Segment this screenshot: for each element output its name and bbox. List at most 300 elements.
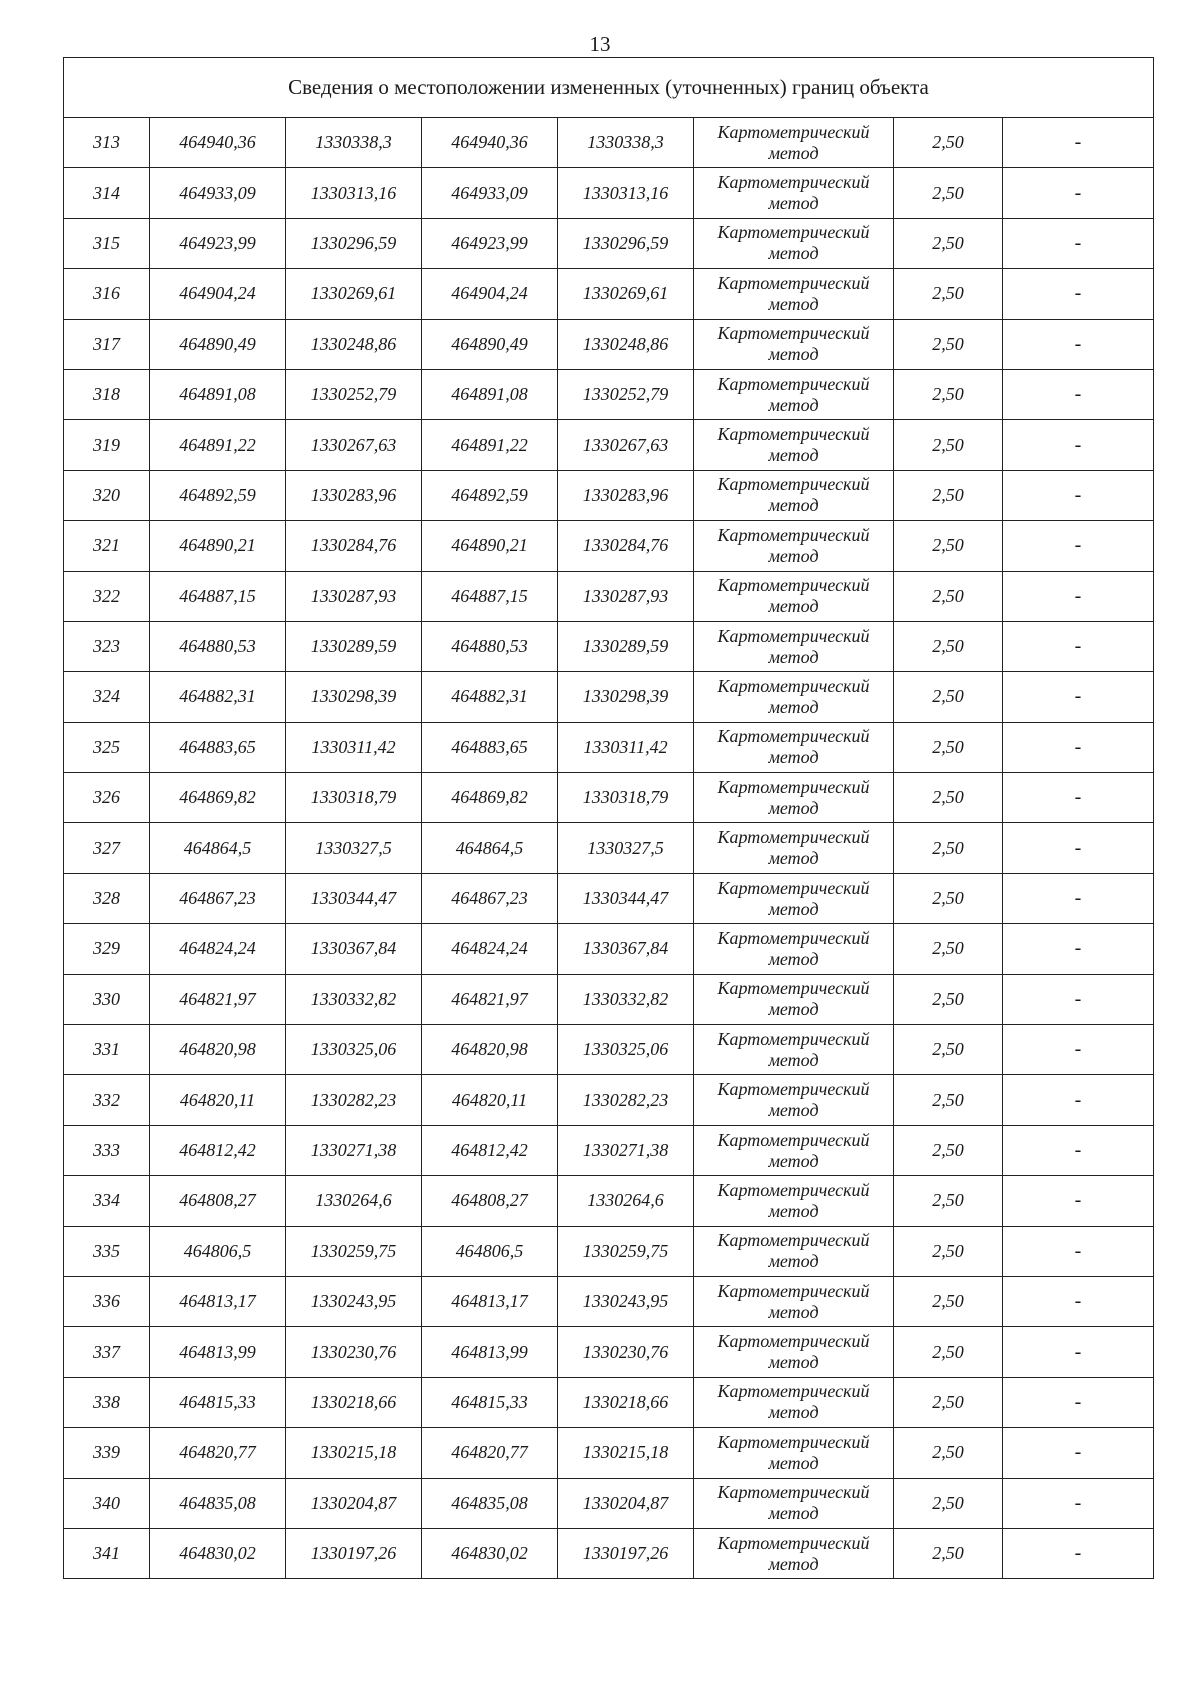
method-line-2: метод <box>768 142 819 163</box>
existing-y-cell: 1330311,42 <box>286 722 422 772</box>
refined-y-cell: 1330259,75 <box>558 1226 694 1276</box>
method-line-2: метод <box>768 848 819 869</box>
method-line-1: Картометрический <box>717 1381 870 1402</box>
accuracy-cell: 2,50 <box>894 1025 1003 1075</box>
accuracy-cell: 2,50 <box>894 823 1003 873</box>
refined-y-cell: 1330311,42 <box>558 722 694 772</box>
table-body <box>64 118 1154 1579</box>
accuracy-cell: 2,50 <box>894 420 1003 470</box>
method-line-2: метод <box>768 596 819 617</box>
method-cell <box>694 571 894 621</box>
point-number-cell: 332 <box>64 1075 150 1125</box>
refined-y-cell: 1330367,84 <box>558 924 694 974</box>
existing-y-cell: 1330325,06 <box>286 1025 422 1075</box>
method-line-1: Картометрический <box>717 776 870 797</box>
point-number-cell: 335 <box>64 1226 150 1276</box>
method-line-2: метод <box>768 1553 819 1574</box>
method-cell <box>694 168 894 218</box>
existing-x-cell: 464869,82 <box>150 773 286 823</box>
method-cell <box>694 1276 894 1326</box>
table-row <box>64 420 1154 470</box>
point-number-cell: 324 <box>64 672 150 722</box>
table-row <box>64 319 1154 369</box>
method-line-1: Картометрический <box>717 1079 870 1100</box>
table-row <box>64 722 1154 772</box>
existing-y-cell: 1330204,87 <box>286 1478 422 1528</box>
method-cell <box>694 118 894 168</box>
note-cell: - <box>1003 1226 1154 1276</box>
accuracy-cell: 2,50 <box>894 1276 1003 1326</box>
point-number-cell: 339 <box>64 1428 150 1478</box>
refined-x-cell: 464904,24 <box>422 269 558 319</box>
note-cell: - <box>1003 1125 1154 1175</box>
table-row <box>64 1075 1154 1125</box>
existing-x-cell: 464890,49 <box>150 319 286 369</box>
refined-x-cell: 464869,82 <box>422 773 558 823</box>
accuracy-cell: 2,50 <box>894 118 1003 168</box>
refined-y-cell: 1330313,16 <box>558 168 694 218</box>
table-row <box>64 1428 1154 1478</box>
method-cell <box>694 1528 894 1578</box>
existing-x-cell: 464933,09 <box>150 168 286 218</box>
method-line-2: метод <box>768 243 819 264</box>
point-number-cell: 329 <box>64 924 150 974</box>
accuracy-cell: 2,50 <box>894 218 1003 268</box>
existing-x-cell: 464867,23 <box>150 873 286 923</box>
refined-y-cell: 1330283,96 <box>558 470 694 520</box>
existing-y-cell: 1330284,76 <box>286 521 422 571</box>
refined-y-cell: 1330230,76 <box>558 1327 694 1377</box>
note-cell: - <box>1003 974 1154 1024</box>
refined-x-cell: 464813,99 <box>422 1327 558 1377</box>
existing-y-cell: 1330248,86 <box>286 319 422 369</box>
existing-x-cell: 464820,77 <box>150 1428 286 1478</box>
existing-x-cell: 464820,11 <box>150 1075 286 1125</box>
refined-x-cell: 464880,53 <box>422 621 558 671</box>
point-number-cell: 328 <box>64 873 150 923</box>
note-cell: - <box>1003 369 1154 419</box>
accuracy-cell: 2,50 <box>894 722 1003 772</box>
point-number-cell: 323 <box>64 621 150 671</box>
refined-x-cell: 464864,5 <box>422 823 558 873</box>
method-line-1: Картометрический <box>717 1482 870 1503</box>
refined-y-cell: 1330284,76 <box>558 521 694 571</box>
method-line-2: метод <box>768 1352 819 1373</box>
existing-y-cell: 1330318,79 <box>286 773 422 823</box>
note-cell: - <box>1003 1075 1154 1125</box>
refined-y-cell: 1330296,59 <box>558 218 694 268</box>
existing-y-cell: 1330215,18 <box>286 1428 422 1478</box>
method-line-1: Картометрический <box>717 1280 870 1301</box>
note-cell: - <box>1003 1327 1154 1377</box>
accuracy-cell: 2,50 <box>894 1125 1003 1175</box>
table-row <box>64 974 1154 1024</box>
table-row <box>64 773 1154 823</box>
accuracy-cell: 2,50 <box>894 1428 1003 1478</box>
method-cell <box>694 773 894 823</box>
refined-y-cell: 1330264,6 <box>558 1176 694 1226</box>
method-line-2: метод <box>768 948 819 969</box>
method-line-2: метод <box>768 1402 819 1423</box>
refined-x-cell: 464867,23 <box>422 873 558 923</box>
method-line-1: Картометрический <box>717 726 870 747</box>
method-line-2: метод <box>768 999 819 1020</box>
refined-y-cell: 1330267,63 <box>558 420 694 470</box>
method-line-1: Картометрический <box>717 1431 870 1452</box>
method-line-1: Картометрический <box>717 827 870 848</box>
note-cell: - <box>1003 1478 1154 1528</box>
table-row <box>64 924 1154 974</box>
table-row <box>64 470 1154 520</box>
accuracy-cell: 2,50 <box>894 1478 1003 1528</box>
refined-x-cell: 464815,33 <box>422 1377 558 1427</box>
accuracy-cell: 2,50 <box>894 1528 1003 1578</box>
method-line-2: метод <box>768 797 819 818</box>
refined-x-cell: 464892,59 <box>422 470 558 520</box>
existing-y-cell: 1330282,23 <box>286 1075 422 1125</box>
note-cell: - <box>1003 521 1154 571</box>
note-cell: - <box>1003 168 1154 218</box>
refined-x-cell: 464830,02 <box>422 1528 558 1578</box>
refined-y-cell: 1330332,82 <box>558 974 694 1024</box>
existing-y-cell: 1330367,84 <box>286 924 422 974</box>
table-row <box>64 1327 1154 1377</box>
table-row <box>64 1176 1154 1226</box>
table-row <box>64 873 1154 923</box>
refined-x-cell: 464882,31 <box>422 672 558 722</box>
accuracy-cell: 2,50 <box>894 974 1003 1024</box>
point-number-cell: 326 <box>64 773 150 823</box>
table-row <box>64 1276 1154 1326</box>
refined-x-cell: 464891,22 <box>422 420 558 470</box>
method-line-1: Картометрический <box>717 978 870 999</box>
point-number-cell: 316 <box>64 269 150 319</box>
refined-x-cell: 464887,15 <box>422 571 558 621</box>
refined-x-cell: 464820,11 <box>422 1075 558 1125</box>
method-line-1: Картометрический <box>717 575 870 596</box>
method-cell <box>694 369 894 419</box>
method-line-1: Картометрический <box>717 424 870 445</box>
existing-y-cell: 1330338,3 <box>286 118 422 168</box>
method-cell <box>694 1226 894 1276</box>
existing-x-cell: 464882,31 <box>150 672 286 722</box>
refined-y-cell: 1330243,95 <box>558 1276 694 1326</box>
note-cell: - <box>1003 1428 1154 1478</box>
existing-x-cell: 464890,21 <box>150 521 286 571</box>
accuracy-cell: 2,50 <box>894 571 1003 621</box>
refined-y-cell: 1330271,38 <box>558 1125 694 1175</box>
accuracy-cell: 2,50 <box>894 269 1003 319</box>
method-line-2: метод <box>768 1100 819 1121</box>
accuracy-cell: 2,50 <box>894 470 1003 520</box>
existing-y-cell: 1330252,79 <box>286 369 422 419</box>
accuracy-cell: 2,50 <box>894 672 1003 722</box>
existing-x-cell: 464887,15 <box>150 571 286 621</box>
point-number-cell: 330 <box>64 974 150 1024</box>
table-row <box>64 621 1154 671</box>
point-number-cell: 334 <box>64 1176 150 1226</box>
method-cell <box>694 420 894 470</box>
method-line-2: метод <box>768 495 819 516</box>
boundary-coordinates-table <box>63 57 1154 1579</box>
accuracy-cell: 2,50 <box>894 521 1003 571</box>
note-cell: - <box>1003 420 1154 470</box>
refined-x-cell: 464820,77 <box>422 1428 558 1478</box>
method-line-2: метод <box>768 344 819 365</box>
refined-y-cell: 1330197,26 <box>558 1528 694 1578</box>
method-line-1: Картометрический <box>717 625 870 646</box>
existing-x-cell: 464891,22 <box>150 420 286 470</box>
existing-x-cell: 464904,24 <box>150 269 286 319</box>
method-cell <box>694 1125 894 1175</box>
existing-y-cell: 1330259,75 <box>286 1226 422 1276</box>
note-cell: - <box>1003 319 1154 369</box>
method-cell <box>694 1025 894 1075</box>
refined-y-cell: 1330289,59 <box>558 621 694 671</box>
method-line-2: метод <box>768 1200 819 1221</box>
existing-x-cell: 464835,08 <box>150 1478 286 1528</box>
method-cell <box>694 974 894 1024</box>
point-number-cell: 313 <box>64 118 150 168</box>
table-row <box>64 1025 1154 1075</box>
note-cell: - <box>1003 823 1154 873</box>
existing-y-cell: 1330313,16 <box>286 168 422 218</box>
method-cell <box>694 1327 894 1377</box>
accuracy-cell: 2,50 <box>894 1226 1003 1276</box>
existing-y-cell: 1330271,38 <box>286 1125 422 1175</box>
method-line-1: Картометрический <box>717 474 870 495</box>
existing-x-cell: 464812,42 <box>150 1125 286 1175</box>
method-line-2: метод <box>768 1049 819 1070</box>
method-cell <box>694 924 894 974</box>
method-cell <box>694 1176 894 1226</box>
note-cell: - <box>1003 873 1154 923</box>
method-line-2: метод <box>768 1251 819 1272</box>
refined-x-cell: 464940,36 <box>422 118 558 168</box>
existing-y-cell: 1330264,6 <box>286 1176 422 1226</box>
point-number-cell: 333 <box>64 1125 150 1175</box>
note-cell: - <box>1003 672 1154 722</box>
method-cell <box>694 722 894 772</box>
refined-y-cell: 1330327,5 <box>558 823 694 873</box>
method-line-2: метод <box>768 445 819 466</box>
point-number-cell: 321 <box>64 521 150 571</box>
accuracy-cell: 2,50 <box>894 621 1003 671</box>
table-row <box>64 672 1154 722</box>
existing-y-cell: 1330283,96 <box>286 470 422 520</box>
method-line-2: метод <box>768 747 819 768</box>
refined-y-cell: 1330298,39 <box>558 672 694 722</box>
note-cell: - <box>1003 218 1154 268</box>
note-cell: - <box>1003 924 1154 974</box>
table-row <box>64 369 1154 419</box>
existing-x-cell: 464892,59 <box>150 470 286 520</box>
existing-x-cell: 464940,36 <box>150 118 286 168</box>
note-cell: - <box>1003 1528 1154 1578</box>
existing-x-cell: 464813,99 <box>150 1327 286 1377</box>
method-cell <box>694 621 894 671</box>
method-line-1: Картометрический <box>717 1028 870 1049</box>
method-line-1: Картометрический <box>717 1331 870 1352</box>
method-line-2: метод <box>768 696 819 717</box>
method-line-2: метод <box>768 1150 819 1171</box>
refined-x-cell: 464933,09 <box>422 168 558 218</box>
point-number-cell: 318 <box>64 369 150 419</box>
accuracy-cell: 2,50 <box>894 369 1003 419</box>
existing-x-cell: 464820,98 <box>150 1025 286 1075</box>
existing-x-cell: 464830,02 <box>150 1528 286 1578</box>
refined-x-cell: 464883,65 <box>422 722 558 772</box>
existing-y-cell: 1330344,47 <box>286 873 422 923</box>
table-row <box>64 1226 1154 1276</box>
existing-x-cell: 464808,27 <box>150 1176 286 1226</box>
method-cell <box>694 269 894 319</box>
point-number-cell: 337 <box>64 1327 150 1377</box>
point-number-cell: 336 <box>64 1276 150 1326</box>
refined-y-cell: 1330252,79 <box>558 369 694 419</box>
existing-x-cell: 464821,97 <box>150 974 286 1024</box>
table-row <box>64 521 1154 571</box>
refined-y-cell: 1330344,47 <box>558 873 694 923</box>
note-cell: - <box>1003 621 1154 671</box>
table-row <box>64 1528 1154 1578</box>
table-row <box>64 118 1154 168</box>
existing-y-cell: 1330218,66 <box>286 1377 422 1427</box>
point-number-cell: 331 <box>64 1025 150 1075</box>
accuracy-cell: 2,50 <box>894 1327 1003 1377</box>
method-cell <box>694 470 894 520</box>
point-number-cell: 315 <box>64 218 150 268</box>
method-line-1: Картометрический <box>717 222 870 243</box>
method-line-1: Картометрический <box>717 1230 870 1251</box>
method-cell <box>694 319 894 369</box>
method-line-1: Картометрический <box>717 927 870 948</box>
refined-y-cell: 1330204,87 <box>558 1478 694 1528</box>
method-line-1: Картометрический <box>717 877 870 898</box>
page-number: 13 <box>589 32 611 56</box>
accuracy-cell: 2,50 <box>894 1377 1003 1427</box>
method-line-2: метод <box>768 293 819 314</box>
point-number-cell: 320 <box>64 470 150 520</box>
point-number-cell: 314 <box>64 168 150 218</box>
note-cell: - <box>1003 571 1154 621</box>
refined-x-cell: 464806,5 <box>422 1226 558 1276</box>
method-line-2: метод <box>768 1301 819 1322</box>
existing-y-cell: 1330243,95 <box>286 1276 422 1326</box>
point-number-cell: 325 <box>64 722 150 772</box>
existing-x-cell: 464824,24 <box>150 924 286 974</box>
refined-x-cell: 464923,99 <box>422 218 558 268</box>
existing-x-cell: 464891,08 <box>150 369 286 419</box>
existing-y-cell: 1330327,5 <box>286 823 422 873</box>
method-cell <box>694 1377 894 1427</box>
existing-y-cell: 1330298,39 <box>286 672 422 722</box>
method-cell <box>694 521 894 571</box>
method-line-2: метод <box>768 193 819 214</box>
method-cell <box>694 1075 894 1125</box>
existing-x-cell: 464923,99 <box>150 218 286 268</box>
refined-x-cell: 464890,21 <box>422 521 558 571</box>
note-cell: - <box>1003 773 1154 823</box>
existing-x-cell: 464880,53 <box>150 621 286 671</box>
note-cell: - <box>1003 722 1154 772</box>
refined-y-cell: 1330282,23 <box>558 1075 694 1125</box>
table-row <box>64 1478 1154 1528</box>
method-line-1: Картометрический <box>717 373 870 394</box>
method-cell <box>694 218 894 268</box>
existing-y-cell: 1330197,26 <box>286 1528 422 1578</box>
method-line-2: метод <box>768 646 819 667</box>
refined-x-cell: 464891,08 <box>422 369 558 419</box>
existing-x-cell: 464864,5 <box>150 823 286 873</box>
refined-x-cell: 464813,17 <box>422 1276 558 1326</box>
point-number-cell: 317 <box>64 319 150 369</box>
point-number-cell: 327 <box>64 823 150 873</box>
existing-y-cell: 1330289,59 <box>286 621 422 671</box>
method-line-1: Картометрический <box>717 272 870 293</box>
existing-x-cell: 464883,65 <box>150 722 286 772</box>
existing-y-cell: 1330287,93 <box>286 571 422 621</box>
refined-x-cell: 464821,97 <box>422 974 558 1024</box>
method-cell <box>694 873 894 923</box>
method-cell <box>694 672 894 722</box>
existing-y-cell: 1330296,59 <box>286 218 422 268</box>
refined-y-cell: 1330318,79 <box>558 773 694 823</box>
method-line-2: метод <box>768 1503 819 1524</box>
refined-y-cell: 1330218,66 <box>558 1377 694 1427</box>
accuracy-cell: 2,50 <box>894 873 1003 923</box>
table-row <box>64 823 1154 873</box>
refined-y-cell: 1330325,06 <box>558 1025 694 1075</box>
note-cell: - <box>1003 118 1154 168</box>
table-row <box>64 1125 1154 1175</box>
method-line-1: Картометрический <box>717 323 870 344</box>
refined-x-cell: 464812,42 <box>422 1125 558 1175</box>
accuracy-cell: 2,50 <box>894 168 1003 218</box>
refined-x-cell: 464824,24 <box>422 924 558 974</box>
existing-y-cell: 1330332,82 <box>286 974 422 1024</box>
existing-y-cell: 1330230,76 <box>286 1327 422 1377</box>
note-cell: - <box>1003 1276 1154 1326</box>
table-row <box>64 571 1154 621</box>
note-cell: - <box>1003 1025 1154 1075</box>
method-line-1: Картометрический <box>717 524 870 545</box>
existing-y-cell: 1330269,61 <box>286 269 422 319</box>
method-line-1: Картометрический <box>717 172 870 193</box>
refined-y-cell: 1330287,93 <box>558 571 694 621</box>
note-cell: - <box>1003 1377 1154 1427</box>
accuracy-cell: 2,50 <box>894 1176 1003 1226</box>
refined-y-cell: 1330215,18 <box>558 1428 694 1478</box>
method-line-2: метод <box>768 394 819 415</box>
refined-x-cell: 464835,08 <box>422 1478 558 1528</box>
method-line-2: метод <box>768 545 819 566</box>
table-row <box>64 168 1154 218</box>
method-line-1: Картометрический <box>717 1129 870 1150</box>
method-line-1: Картометрический <box>717 675 870 696</box>
refined-y-cell: 1330248,86 <box>558 319 694 369</box>
method-line-1: Картометрический <box>717 121 870 142</box>
point-number-cell: 338 <box>64 1377 150 1427</box>
accuracy-cell: 2,50 <box>894 773 1003 823</box>
table-title: Сведения о местоположении измененных (уточненных) границ объекта <box>64 58 1154 118</box>
note-cell: - <box>1003 269 1154 319</box>
method-cell <box>694 1428 894 1478</box>
point-number-cell: 322 <box>64 571 150 621</box>
refined-y-cell: 1330338,3 <box>558 118 694 168</box>
refined-x-cell: 464890,49 <box>422 319 558 369</box>
existing-x-cell: 464806,5 <box>150 1226 286 1276</box>
